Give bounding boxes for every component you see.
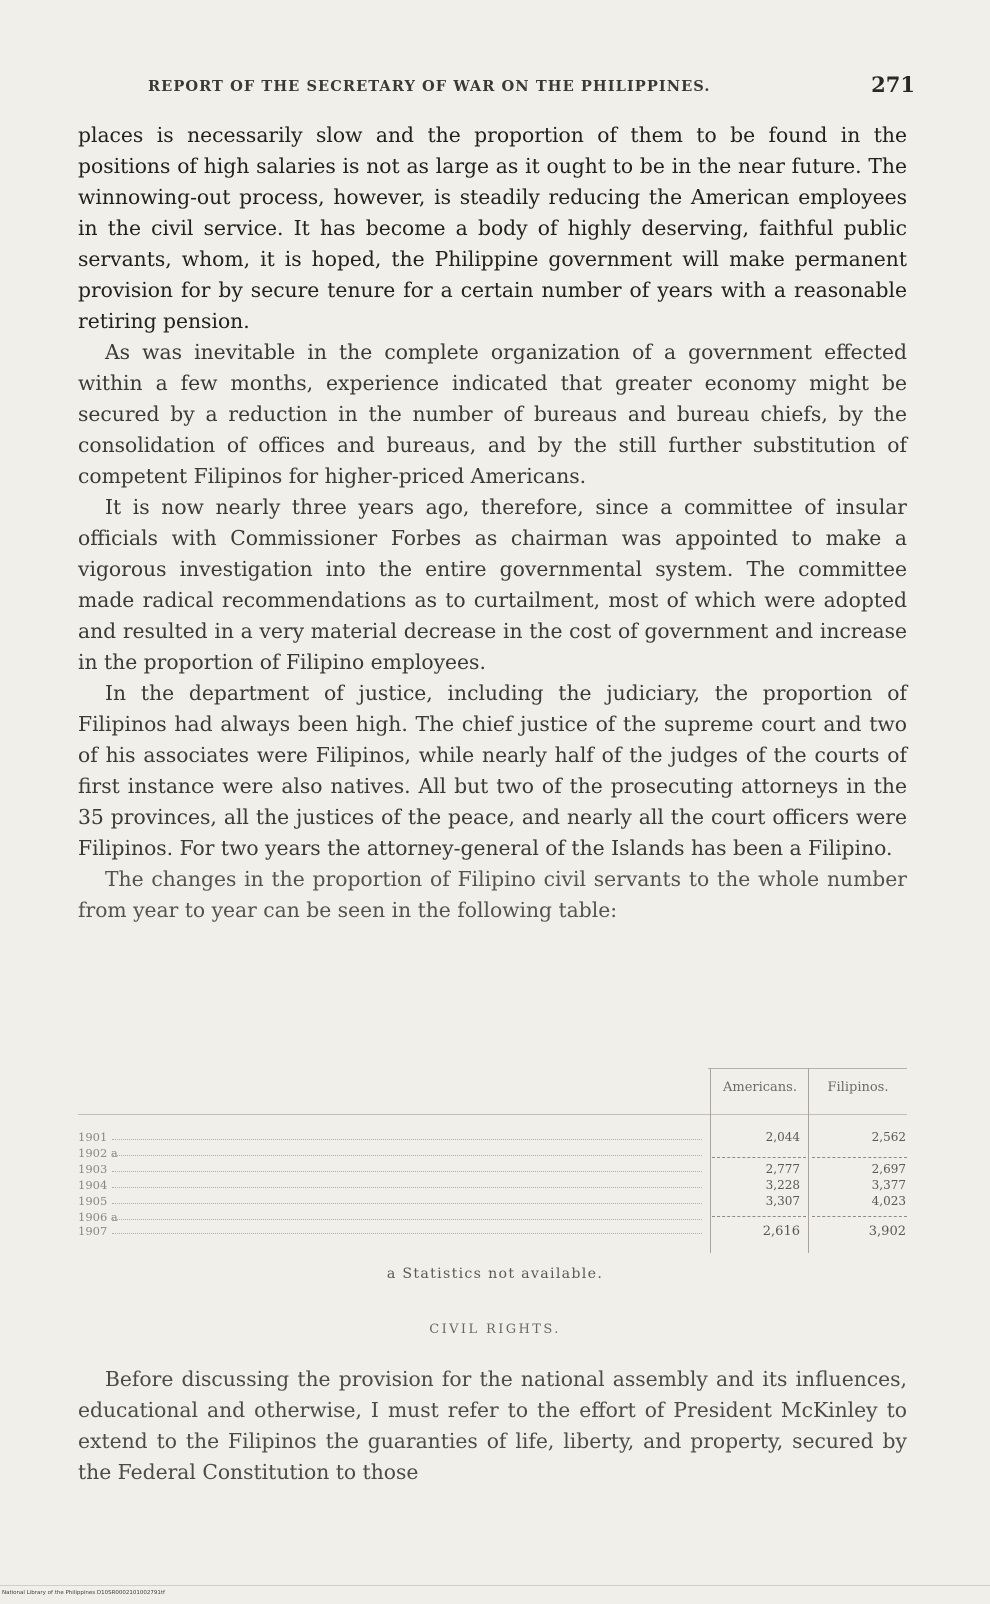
page-number: 271 (871, 72, 915, 97)
table-row (78, 1130, 907, 1145)
table-row (78, 1194, 907, 1209)
americans-cell: 2,777 (765, 1162, 800, 1176)
year-cell: 1904 (78, 1178, 108, 1192)
dot-leader (112, 1187, 702, 1188)
table-header-rule (78, 1114, 907, 1115)
civil-rights-text (78, 1364, 907, 1488)
civil-servants-table (78, 1068, 907, 1253)
year-cell: 1901 (78, 1130, 108, 1144)
paragraph-civil-rights: Before discussing the provision for the national assembly and its influences, educational and otherwise, I must refer to the effort of President McKinley to extend to the Filipinos the guaranties of life, liberty, and property, secured by the Federal Constitution to those (78, 1367, 907, 1484)
filipinos-cell: 3,902 (868, 1224, 906, 1239)
dot-leader (112, 1203, 702, 1204)
page-edge (0, 1585, 990, 1586)
year-cell: 1902 a (78, 1146, 118, 1160)
year-cell: 1903 (78, 1162, 108, 1176)
table-footnote: a Statistics not available. (386, 1266, 604, 1282)
column-header-americans: Americans. (723, 1080, 797, 1095)
section-heading: CIVIL RIGHTS. (429, 1322, 561, 1337)
table-row (78, 1178, 907, 1193)
filipinos-cell: 2,697 (871, 1162, 906, 1176)
year-cell: 1905 (78, 1194, 108, 1208)
americans-cell: 3,228 (765, 1178, 800, 1192)
paragraph-tenure: places is necessarily slow and the proportion of them to be found in the positions of high salaries is not as large as it ought to be in the near future. The winnowing-out process, however, is steadily reducing the American employees in the civil service. It has become a body of highly deserving, faithful public servants, whom, it is hoped, the Philippine government will make permanent provision for by secure tenure for a certain number of years with a reasonable retiring pension. (78, 123, 907, 333)
dot-leader (112, 1155, 702, 1156)
year-cell: 1907 (78, 1224, 108, 1238)
table-dash-rule (712, 1216, 806, 1217)
running-head: REPORT OF THE SECRETARY OF WAR ON THE PHILIPPINES. (148, 78, 711, 95)
dot-leader (112, 1171, 702, 1172)
scan-credit: National Library of the Philippines D10SR0002101002791tf (2, 1590, 165, 1596)
filipinos-cell: 3,377 (871, 1178, 906, 1192)
dot-leader (112, 1233, 702, 1234)
table-row (78, 1146, 907, 1161)
paragraph-economy: As was inevitable in the complete organization of a government effected within a few months, experience indicated that greater economy might be secured by a reduction in the number of bureaus and bureau chiefs, by the consolidation of offices and bureaus, and by the still further substitution of competent Filipinos for higher-priced Americans. (78, 340, 907, 488)
year-cell: 1906 a (78, 1210, 118, 1224)
paragraph-table-intro: The changes in the proportion of Filipino civil servants to the whole number from year to year can be seen in the following table: (78, 867, 907, 922)
paragraph-justice: In the department of justice, including the judiciary, the proportion of Filipinos had always been high. The chief justice of the supreme court and two of his associates were Filipinos, while nearly half of the judges of the courts of first instance were also natives. All but two of the prosecuting attorneys in the 35 provinces, all the justices of the peace, and nearly all the court officers were Filipinos. For two years the attorney-general of the Islands has been a Filipino. (78, 681, 907, 860)
dot-leader (112, 1219, 702, 1220)
filipinos-cell: 2,562 (871, 1130, 906, 1144)
table-row (78, 1210, 907, 1225)
dot-leader (112, 1139, 702, 1140)
paragraph-committee: It is now nearly three years ago, therefore, since a committee of insular officials with Commissioner Forbes as chairman was appointed to make a vigorous investigation into the entire governmental system. The committee made radical recommendations as to curtailment, most of which were adopted and resulted in a very material decrease in the cost of government and increase in the proportion of Filipino employees. (78, 495, 907, 674)
table-dash-rule (812, 1216, 907, 1217)
column-header-filipinos: Filipinos. (827, 1080, 889, 1095)
americans-cell: 2,044 (765, 1130, 800, 1144)
filipinos-cell: 4,023 (871, 1194, 906, 1208)
table-row (78, 1162, 907, 1177)
americans-cell: 2,616 (762, 1224, 800, 1239)
body-text (78, 120, 907, 926)
page-header (140, 72, 915, 102)
americans-cell: 3,307 (765, 1194, 800, 1208)
table-row (78, 1224, 907, 1239)
